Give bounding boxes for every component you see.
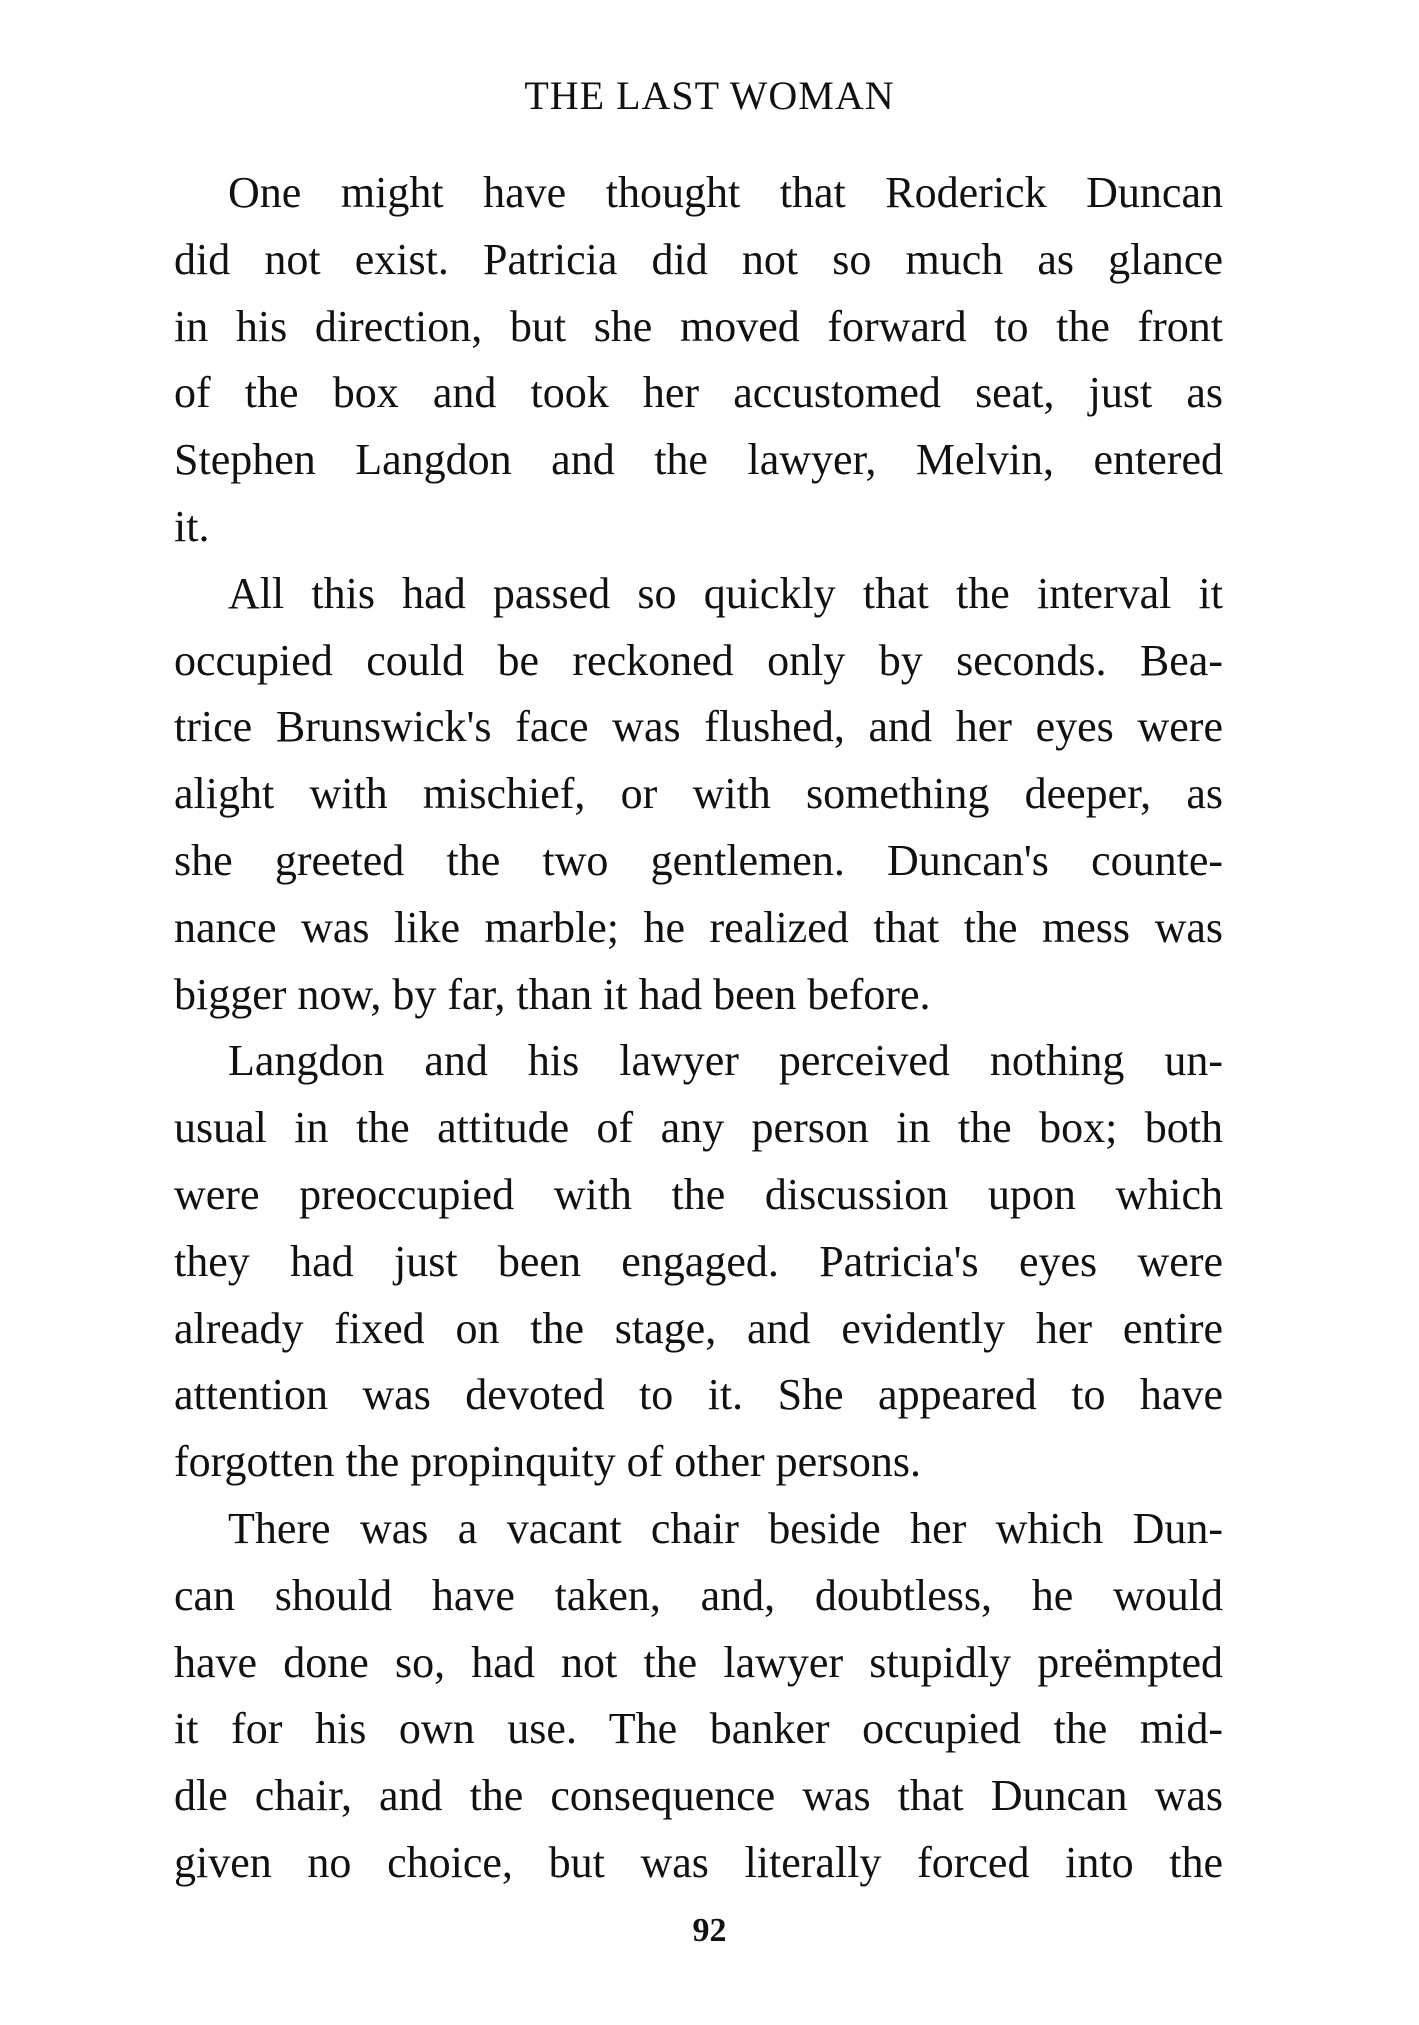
text-line: it.: [174, 502, 210, 551]
text-line: did not exist. Patricia did not so much as glance: [174, 234, 1223, 284]
text-line: One might have thought that Roderick Duncan: [228, 168, 1223, 217]
text-line: bigger now, by far, than it had been before.: [174, 969, 931, 1019]
running-header: THE LAST WOMAN: [524, 73, 895, 118]
text-line: alight with mischief, or with something deeper, as: [174, 769, 1223, 819]
text-line: she greeted the two gentlemen. Duncan's counte-: [174, 836, 1223, 885]
text-line: given no choice, but was literally forced into the: [174, 1838, 1223, 1887]
text-line: attention was devoted to it. She appeared to have: [174, 1370, 1223, 1420]
text-line: nance was like marble; he realized that the mess was: [174, 902, 1223, 952]
text-line: dle chair, and the consequence was that Duncan was: [174, 1771, 1223, 1821]
text-line: of the box and took her accustomed seat, just as: [174, 368, 1223, 418]
text-line: Stephen Langdon and the lawyer, Melvin, entered: [174, 435, 1223, 485]
text-line: trice Brunswick's face was flushed, and her eyes were: [174, 702, 1223, 752]
text-line: they had just been engaged. Patricia's eyes were: [174, 1236, 1223, 1286]
page-number: 92: [692, 1912, 727, 1949]
text-line: usual in the attitude of any person in the box; both: [174, 1103, 1223, 1153]
text-line: were preoccupied with the discussion upon which: [174, 1170, 1223, 1219]
text-line: forgotten the propinquity of other persons.: [174, 1437, 922, 1487]
text-line: Langdon and his lawyer perceived nothing un-: [228, 1036, 1223, 1086]
text-line: can should have taken, and, doubtless, he would: [174, 1570, 1223, 1620]
text-line: in his direction, but she moved forward to the front: [174, 301, 1223, 351]
text-line: it for his own use. The banker occupied the mid-: [174, 1704, 1223, 1754]
text-line: All this had passed so quickly that the interval it: [228, 568, 1223, 618]
text-line: occupied could be reckoned only by seconds. Bea-: [174, 635, 1223, 685]
text-line: have done so, had not the lawyer stupidly preëmpted: [174, 1637, 1223, 1687]
text-line: already fixed on the stage, and evidently her entire: [174, 1303, 1223, 1353]
text-line: There was a vacant chair beside her which Dun-: [228, 1504, 1223, 1553]
